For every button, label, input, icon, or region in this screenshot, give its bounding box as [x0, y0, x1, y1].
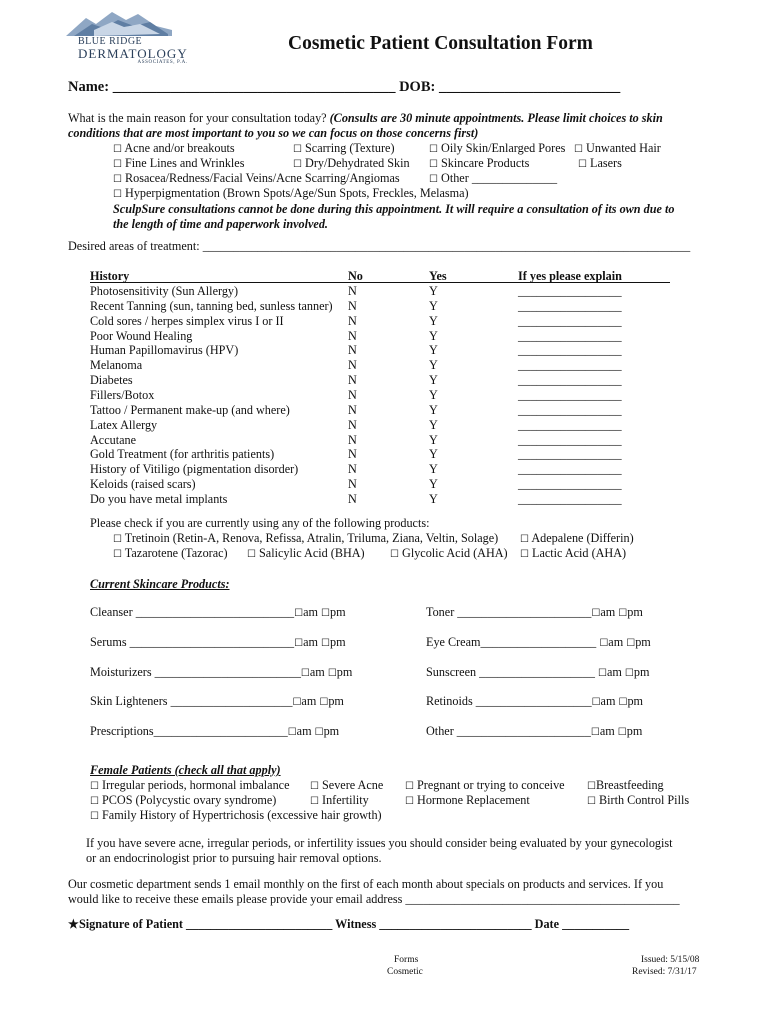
no-option[interactable]: N: [348, 417, 357, 432]
logo-line-3: ASSOCIATES, P.A.: [137, 60, 188, 65]
pm-label: pm: [323, 724, 340, 738]
dob-field[interactable]: _________________________: [438, 79, 621, 95]
explain-field[interactable]: _________________: [518, 388, 622, 403]
desired-areas-row: [68, 239, 690, 254]
checkbox-icon: ☐: [587, 796, 596, 807]
skincare-field[interactable]: ___________________: [480, 635, 597, 649]
option-rosacea-label: Rosacea/Redness/Facial Veins/Acne Scarring/Angiomas: [125, 171, 400, 185]
option-dry-label: Dry/Dehydrated Skin: [305, 156, 410, 170]
yes-option[interactable]: Y: [429, 462, 438, 477]
am-checkbox-icon[interactable]: ☐: [590, 727, 600, 738]
yes-option[interactable]: Y: [429, 313, 438, 328]
skincare-left-row: [90, 724, 339, 740]
logo-line-2: DERMATOLOGY: [78, 46, 188, 61]
am-label: am: [303, 605, 318, 619]
no-option[interactable]: N: [348, 298, 357, 313]
history-item: Latex Allergy: [90, 417, 158, 432]
female-pcos[interactable]: [90, 793, 276, 809]
skincare-field[interactable]: ____________________: [170, 694, 293, 708]
witness-label: Witness: [335, 917, 377, 931]
table-row: [90, 373, 670, 388]
female-infertility[interactable]: [310, 793, 369, 809]
reason-note-2: conditions that are most important to you so we can focus on those concerns first): [68, 126, 479, 140]
explain-field[interactable]: _________________: [518, 417, 622, 432]
skincare-field[interactable]: ______________________: [457, 605, 592, 619]
checkbox-icon: ☐: [247, 549, 256, 560]
product-glycolic-label: Glycolic Acid (AHA): [402, 546, 508, 560]
female-severe-acne-label: Severe Acne: [322, 778, 384, 792]
explain-field[interactable]: _________________: [518, 373, 622, 388]
pm-checkbox-icon[interactable]: ☐: [314, 727, 324, 738]
am-label: am: [600, 605, 616, 619]
yes-option[interactable]: Y: [429, 358, 438, 373]
am-label: am: [296, 724, 312, 738]
skincare-left-row: [90, 665, 352, 681]
am-label: am: [606, 665, 622, 679]
am-checkbox-icon[interactable]: ☐: [597, 668, 607, 679]
checkbox-icon: ☐: [90, 781, 99, 792]
history-item: Cold sores / herpes simplex virus I or II: [90, 313, 284, 328]
skincare-label: Eye Cream: [426, 635, 481, 649]
female-pregnant-label: Pregnant or trying to conceive: [417, 778, 565, 792]
checkbox-icon: ☐: [429, 144, 438, 155]
no-option[interactable]: N: [348, 313, 357, 328]
pm-label: pm: [330, 635, 346, 649]
am-label: am: [608, 635, 624, 649]
no-option[interactable]: N: [348, 447, 357, 462]
pm-checkbox-icon[interactable]: ☐: [321, 608, 330, 619]
no-header: No: [348, 269, 363, 283]
am-checkbox-icon[interactable]: ☐: [591, 697, 601, 708]
table-row: [90, 314, 670, 329]
female-hormone[interactable]: [405, 793, 530, 809]
yes-option[interactable]: Y: [429, 373, 438, 388]
checkbox-icon: ☐: [113, 174, 122, 185]
option-lasers[interactable]: [578, 156, 622, 172]
pm-label: pm: [627, 605, 643, 619]
skincare-right-row: [426, 694, 643, 710]
female-pregnant[interactable]: [405, 778, 565, 794]
skincare-label: Serums: [90, 635, 127, 649]
reason-note-1: (Consults are 30 minute appointments. Please limit choices to skin: [329, 111, 663, 125]
checkbox-icon: ☐: [587, 781, 596, 792]
explain-field[interactable]: _________________: [518, 284, 622, 298]
skincare-left-row: [90, 605, 346, 621]
female-irregular[interactable]: [90, 778, 290, 794]
yes-option[interactable]: Y: [429, 447, 438, 462]
explain-field[interactable]: _________________: [518, 298, 622, 313]
history-item: Photosensitivity (Sun Allergy): [90, 284, 239, 298]
product-adepalene-label: Adepalene (Differin): [531, 531, 634, 545]
explain-field[interactable]: _________________: [518, 328, 622, 343]
no-option[interactable]: N: [348, 492, 357, 507]
am-checkbox-icon[interactable]: ☐: [591, 608, 601, 619]
pm-label: pm: [330, 605, 346, 619]
email-field[interactable]: _____________________________________________: [405, 892, 680, 906]
skincare-field[interactable]: ______________________: [153, 724, 288, 738]
signature-row: [68, 917, 629, 932]
history-table: [90, 269, 670, 507]
no-option[interactable]: N: [348, 432, 357, 447]
female-hypertrichosis-label: Family History of Hypertrichosis (excessive hair growth): [102, 808, 382, 822]
history-item: Diabetes: [90, 373, 133, 388]
skincare-label: Moisturizers: [90, 665, 152, 679]
product-glycolic[interactable]: [390, 546, 508, 562]
yes-option[interactable]: Y: [429, 298, 438, 313]
skincare-left-row: [90, 635, 346, 651]
skincare-field[interactable]: ___________________________: [129, 635, 295, 649]
yes-option[interactable]: Y: [429, 477, 438, 492]
email-line-1: Our cosmetic department sends 1 email monthly on the first of each month about specials on products and services. If you: [68, 877, 664, 891]
female-birth-control[interactable]: [587, 793, 689, 809]
table-row: [90, 492, 670, 507]
skincare-label: Cleanser: [90, 605, 133, 619]
product-tazarotene-label: Tazarotene (Tazorac): [124, 546, 228, 560]
explain-field[interactable]: _________________: [518, 447, 622, 462]
witness-field[interactable]: _________________________: [379, 917, 532, 931]
female-heading: Female Patients (check all that apply): [90, 763, 281, 777]
explain-field[interactable]: _________________: [518, 492, 622, 507]
no-option[interactable]: N: [348, 328, 357, 343]
option-rosacea[interactable]: [113, 171, 400, 187]
footer-issued: Issued: 5/15/08: [641, 955, 700, 965]
sculpsure-note-1: SculpSure consultations cannot be done during this appointment. It will require a consultation of its own due to: [113, 202, 675, 216]
table-row: [90, 388, 670, 403]
pm-label: pm: [633, 665, 650, 679]
sculpsure-note-2: the length of time and paperwork involved.: [113, 217, 328, 231]
history-header-row: [90, 269, 670, 283]
no-option[interactable]: N: [348, 373, 357, 388]
checkbox-icon: ☐: [574, 144, 583, 155]
history-item: Do you have metal implants: [90, 492, 228, 507]
skincare-heading: Current Skincare Products:: [90, 577, 230, 591]
reason-question: What is the main reason for your consultation today?: [68, 111, 327, 125]
am-label: am: [301, 694, 317, 708]
no-option[interactable]: N: [348, 388, 357, 403]
skincare-label: Retinoids: [426, 694, 473, 708]
product-tretinoin[interactable]: [113, 531, 498, 547]
skincare-field[interactable]: ______________________: [456, 724, 591, 738]
skincare-right-row: [426, 665, 649, 681]
checkbox-icon: ☐: [113, 189, 122, 200]
female-breastfeeding-label: Breastfeeding: [595, 778, 664, 792]
option-unwanted-hair[interactable]: [574, 141, 661, 157]
yes-option[interactable]: Y: [429, 492, 438, 507]
female-infertility-label: Infertility: [322, 793, 369, 807]
option-fine-lines[interactable]: [113, 156, 244, 172]
skincare-label: Other: [426, 724, 454, 738]
am-checkbox-icon[interactable]: ☐: [599, 638, 609, 649]
option-acne[interactable]: [113, 141, 235, 157]
yes-option[interactable]: Y: [429, 388, 438, 403]
no-option[interactable]: N: [348, 284, 357, 298]
skincare-label: Skin Lighteners: [90, 694, 168, 708]
female-hormone-label: Hormone Replacement: [417, 793, 530, 807]
checkbox-icon: ☐: [293, 159, 302, 170]
checkbox-icon: ☐: [429, 174, 438, 185]
checkbox-icon: ☐: [520, 534, 529, 545]
am-label: am: [599, 724, 615, 738]
option-skincare-products[interactable]: [429, 156, 529, 172]
logo-line-1: BLUE RIDGE: [78, 36, 143, 47]
history-item: Fillers/Botox: [90, 388, 155, 403]
logo-text: [78, 36, 188, 66]
table-row: [90, 284, 670, 299]
table-row: [90, 299, 670, 314]
am-label: am: [303, 635, 318, 649]
footer-forms: Forms: [394, 955, 419, 965]
history-item: Poor Wound Healing: [90, 328, 193, 343]
checkbox-icon: ☐: [113, 534, 122, 545]
history-item: Melanoma: [90, 358, 143, 373]
name-field[interactable]: _______________________________________: [112, 79, 396, 95]
history-item: Recent Tanning (sun, tanning bed, sunless tanner): [90, 298, 333, 313]
date-label: Date: [534, 917, 560, 931]
skincare-right-row: [426, 635, 651, 651]
table-row: [90, 433, 670, 448]
option-other-label: Other: [441, 171, 469, 185]
history-item: Tattoo / Permanent make-up (and where): [90, 402, 290, 417]
no-option[interactable]: N: [348, 477, 357, 492]
female-breastfeeding[interactable]: [587, 778, 664, 794]
yes-option[interactable]: Y: [429, 284, 438, 298]
am-label: am: [309, 665, 325, 679]
pm-checkbox-icon[interactable]: ☐: [618, 697, 628, 708]
explain-field[interactable]: _________________: [518, 432, 622, 447]
history-item: Gold Treatment (for arthritis patients): [90, 447, 275, 462]
checkbox-icon: ☐: [310, 796, 319, 807]
am-checkbox-icon[interactable]: ☐: [294, 608, 304, 619]
pm-label: pm: [635, 635, 651, 649]
skincare-field[interactable]: ___________________: [475, 694, 592, 708]
history-item: History of Vitiligo (pigmentation disorder): [90, 462, 299, 477]
skincare-field[interactable]: ___________________: [479, 665, 595, 679]
product-lactic[interactable]: [520, 546, 626, 562]
skincare-label: Sunscreen: [426, 665, 477, 679]
checkbox-icon: ☐: [390, 549, 399, 560]
table-row: [90, 477, 670, 492]
checkbox-icon: ☐: [90, 796, 99, 807]
skincare-label: Toner: [426, 605, 455, 619]
option-other[interactable]: [429, 171, 557, 187]
option-oily[interactable]: [429, 141, 565, 157]
pm-label: pm: [626, 724, 643, 738]
products-prompt: Please check if you are currently using any of the following products:: [90, 516, 430, 530]
history-item: Accutane: [90, 432, 137, 447]
pm-checkbox-icon[interactable]: ☐: [618, 608, 628, 619]
product-tazarotene[interactable]: [113, 546, 228, 562]
table-row: [90, 329, 670, 344]
female-irregular-label: Irregular periods, hormonal imbalance: [102, 778, 290, 792]
pm-checkbox-icon[interactable]: ☐: [624, 668, 634, 679]
checkbox-icon: ☐: [113, 549, 122, 560]
explain-header: If yes please explain: [518, 269, 622, 283]
pm-checkbox-icon[interactable]: ☐: [327, 668, 337, 679]
pm-label: pm: [336, 665, 353, 679]
no-option[interactable]: N: [348, 343, 357, 358]
skincare-field[interactable]: __________________________: [135, 605, 295, 619]
female-severe-acne[interactable]: [310, 778, 383, 794]
option-scarring[interactable]: [293, 141, 395, 157]
yes-option[interactable]: Y: [429, 328, 438, 343]
mountain-logo-icon: [64, 8, 174, 38]
email-line-2: [68, 892, 680, 907]
history-header: History: [90, 269, 130, 283]
option-hyperpigmentation[interactable]: [113, 186, 469, 202]
checkbox-icon: ☐: [578, 159, 587, 170]
explain-field[interactable]: _________________: [518, 313, 622, 328]
star-icon: ★: [68, 917, 79, 931]
pm-checkbox-icon[interactable]: ☐: [617, 727, 627, 738]
checkbox-icon: ☐: [310, 781, 319, 792]
date-field[interactable]: ___________: [562, 917, 630, 931]
am-checkbox-icon[interactable]: ☐: [294, 638, 304, 649]
am-checkbox-icon[interactable]: ☐: [287, 727, 297, 738]
form-title: Cosmetic Patient Consultation Form: [288, 33, 593, 54]
skincare-left-row: [90, 694, 344, 710]
option-other-field[interactable]: ______________: [471, 171, 558, 185]
no-option[interactable]: N: [348, 462, 357, 477]
explain-field[interactable]: _________________: [518, 477, 622, 492]
name-label: Name:: [68, 79, 110, 95]
no-option[interactable]: N: [348, 358, 357, 373]
option-hyperpigmentation-label: Hyperpigmentation (Brown Spots/Age/Sun Spots, Freckles, Melasma): [125, 186, 469, 200]
footer-revised: Revised: 7/31/17: [632, 967, 697, 977]
table-row: [90, 447, 670, 462]
option-lasers-label: Lasers: [590, 156, 622, 170]
female-pcos-label: PCOS (Polycystic ovary syndrome): [102, 793, 277, 807]
explain-field[interactable]: _________________: [518, 358, 622, 373]
skincare-right-row: [426, 605, 643, 621]
pm-checkbox-icon[interactable]: ☐: [626, 638, 636, 649]
advice-line-2: or an endocrinologist prior to pursuing hair removal options.: [86, 851, 382, 865]
yes-option[interactable]: Y: [429, 343, 438, 358]
signature-label: Signature of Patient: [78, 917, 183, 931]
pm-label: pm: [627, 694, 644, 708]
pm-checkbox-icon[interactable]: ☐: [319, 697, 329, 708]
product-adepalene[interactable]: [520, 531, 634, 547]
female-hypertrichosis[interactable]: [90, 808, 382, 824]
female-birth-control-label: Birth Control Pills: [599, 793, 690, 807]
option-fine-lines-label: Fine Lines and Wrinkles: [125, 156, 245, 170]
explain-field[interactable]: _________________: [518, 343, 622, 358]
pm-checkbox-icon[interactable]: ☐: [321, 638, 331, 649]
option-skincare-products-label: Skincare Products: [441, 156, 530, 170]
am-label: am: [600, 694, 616, 708]
checkbox-icon: ☐: [405, 796, 414, 807]
product-salicylic-label: Salicylic Acid (BHA): [259, 546, 365, 560]
yes-header: Yes: [429, 269, 447, 283]
history-item: Keloids (raised scars): [90, 477, 196, 492]
checkbox-icon: ☐: [90, 811, 99, 822]
checkbox-icon: ☐: [113, 159, 122, 170]
option-scarring-label: Scarring (Texture): [305, 141, 395, 155]
checkbox-icon: ☐: [405, 781, 414, 792]
table-row: [90, 343, 670, 358]
explain-field[interactable]: _________________: [518, 402, 622, 417]
checkbox-icon: ☐: [113, 144, 122, 155]
desired-areas-label: Desired areas of treatment:: [68, 239, 200, 253]
checkbox-icon: ☐: [293, 144, 302, 155]
am-checkbox-icon[interactable]: ☐: [300, 668, 310, 679]
table-row: [90, 418, 670, 433]
skincare-label: Prescriptions: [90, 724, 154, 738]
signature-field[interactable]: ________________________: [186, 917, 333, 931]
advice-line-1: If you have severe acne, irregular periods, or infertility issues you should consider being evaluated by your gynecologist: [86, 836, 673, 850]
skincare-field[interactable]: ________________________: [154, 665, 301, 679]
table-row: [90, 358, 670, 373]
checkbox-icon: ☐: [429, 159, 438, 170]
skincare-right-row: [426, 724, 642, 740]
option-dry[interactable]: [293, 156, 410, 172]
dob-label: DOB:: [399, 79, 436, 95]
product-lactic-label: Lactic Acid (AHA): [532, 546, 627, 560]
explain-field[interactable]: _________________: [518, 462, 622, 477]
reason-question-line: [68, 111, 663, 126]
name-dob-row: [68, 78, 620, 96]
no-option[interactable]: N: [348, 402, 357, 417]
option-unwanted-hair-label: Unwanted Hair: [586, 141, 661, 155]
product-tretinoin-label: Tretinoin (Retin-A, Renova, Refissa, Atralin, Triluma, Ziana, Veltin, Solage): [124, 531, 499, 545]
yes-option[interactable]: Y: [429, 432, 438, 447]
am-checkbox-icon[interactable]: ☐: [292, 697, 302, 708]
yes-option[interactable]: Y: [429, 417, 438, 432]
yes-option[interactable]: Y: [429, 402, 438, 417]
checkbox-icon: ☐: [520, 549, 529, 560]
option-acne-label: Acne and/or breakouts: [124, 141, 235, 155]
table-row: [90, 462, 670, 477]
email-prompt: would like to receive these emails please provide your email address: [68, 892, 403, 906]
footer-cosmetic: Cosmetic: [387, 967, 423, 977]
product-salicylic[interactable]: [247, 546, 365, 562]
history-item: Human Papillomavirus (HPV): [90, 343, 239, 358]
table-row: [90, 403, 670, 418]
pm-label: pm: [328, 694, 344, 708]
desired-areas-field[interactable]: ________________________________________________________________________________: [202, 239, 691, 253]
option-oily-label: Oily Skin/Enlarged Pores: [441, 141, 566, 155]
